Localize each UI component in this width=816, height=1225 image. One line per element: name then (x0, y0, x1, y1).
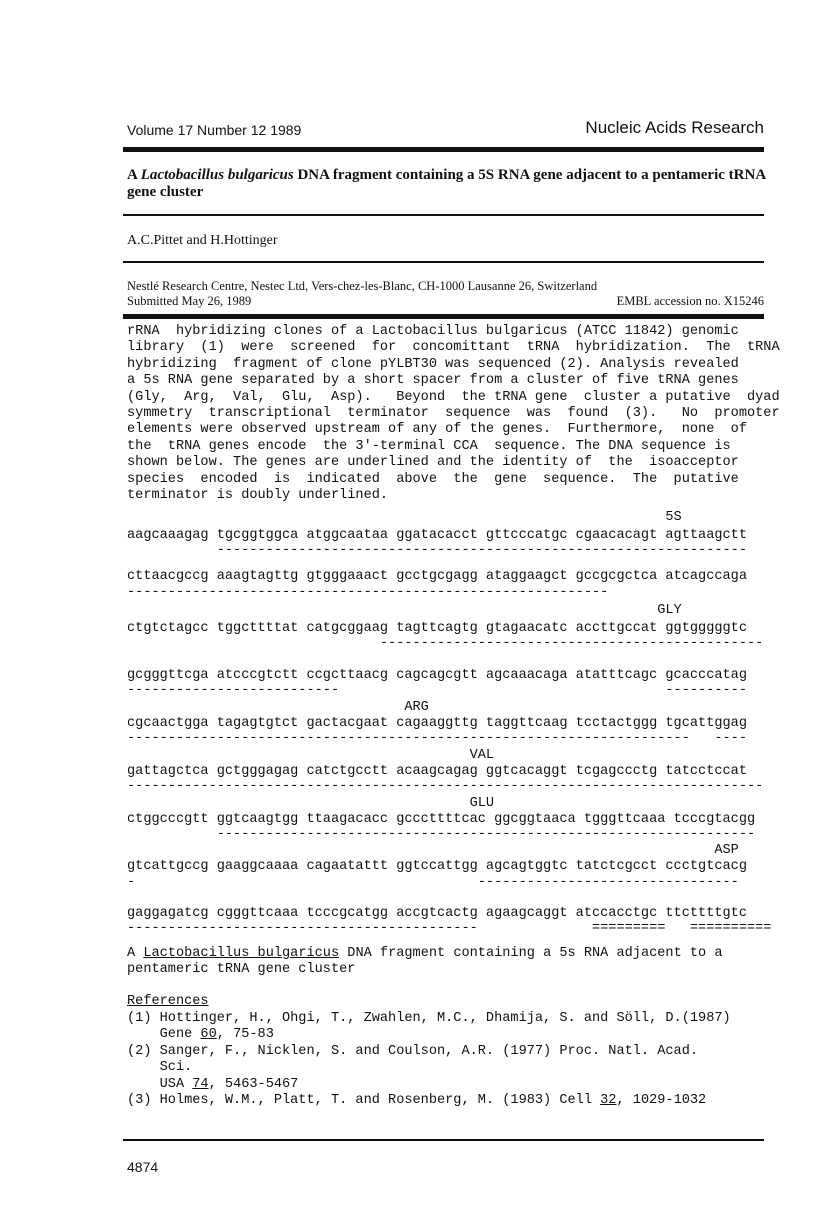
article-title: A Lactobacillus bulgaricus DNA fragment containing a 5S RNA gene adjacent to a pentameric tRNA gene cluster (127, 167, 766, 200)
abstract-line: elements were observed upstream of any of the genes. Furthermore, none of (127, 422, 747, 438)
reference-item: (3) Holmes, W.M., Platt, T. and Rosenberg, M. (1983) Cell 32, 1029-1032 (127, 1093, 707, 1108)
gene-label-gly: GLY (127, 603, 682, 618)
page-number: 4874 (127, 1159, 159, 1175)
gene-underline: ----------------------------------------------- (127, 636, 764, 651)
sequence-line: ctgtctagcc tggcttttat catgcggaag tagttcagtg gtagaacatc accttgccat ggtgggggtc (127, 621, 747, 636)
abstract-line: hybridizing fragment of clone pYLBT30 was sequenced (2). Analysis revealed (127, 356, 739, 372)
abstract-line: library (1) were screened for concomittant tRNA hybridization. The tRNA (127, 340, 780, 356)
gene-underline: - -------------------------------- (127, 875, 739, 890)
gene-underline: ----------------------------------------------------------- (127, 585, 609, 600)
authors: A.C.Pittet and H.Hottinger (127, 233, 278, 248)
gene-label-asp: ASP (127, 843, 739, 858)
reference-item: (1) Hottinger, H., Ohgi, T., Zwahlen, M.C., Dhamija, S. and Söll, D.(1987) (127, 1010, 731, 1026)
reference-item-cont: USA 74, 5463-5467 (127, 1076, 299, 1092)
reference-item: (2) Sanger, F., Nicklen, S. and Coulson, A.R. (1977) Proc. Natl. Acad. (127, 1043, 699, 1059)
gene-label-val: VAL (127, 748, 495, 763)
header-rule (123, 147, 764, 152)
references (127, 994, 731, 1110)
abstract-line: a 5s RNA gene separated by a short spacer from a cluster of five tRNA genes (127, 373, 739, 389)
abstract (127, 324, 780, 504)
sequence-line: cgcaactgga tagagtgtct gactacgaat cagaaggttg taggttcaag tcctactggg tgcattggag (127, 716, 747, 731)
volume-info: Volume 17 Number 12 1989 (127, 122, 302, 138)
sequence-line: gcgggttcga atcccgtctt ccgcttaacg cagcagcgtt agcaaacaga atatttcagc gcacccatag (127, 668, 747, 683)
gene-underline: --------------------------------------------------------------------- ---- (127, 731, 747, 746)
abstract-line: the tRNA genes encode the 3'-terminal CCA sequence. The DNA sequence is (127, 438, 731, 454)
sequence-line: gattagctca gctgggagag catctgcctt acaagcagag ggtcacaggt tcgagccctg tatcctccat (127, 764, 747, 779)
reference-item-cont: Sci. (127, 1060, 193, 1075)
affiliation: Nestlé Research Centre, Nestec Ltd, Vers-chez-les-Blanc, CH-1000 Lausanne 26, Switzerland (127, 279, 598, 293)
gene-underline: ----------------------------------------------------------------- (127, 543, 747, 558)
gene-label-5s: 5S (127, 510, 682, 525)
footer-rule (123, 1139, 764, 1141)
abstract-line: (Gly, Arg, Val, Glu, Asp). Beyond the tRNA gene cluster a putative dyad (127, 389, 780, 405)
sequence-line: gtcattgccg gaaggcaaaa cagaatattt ggtccattgg agcagtggtc tatctcgcct ccctgtcacg (127, 859, 747, 874)
gene-underline: -------------------------- ---------- (127, 683, 747, 698)
gene-underline: ------------------------------------------------------------------ (127, 827, 756, 842)
abstract-rule (123, 314, 764, 319)
abstract-line: symmetry transcriptional terminator sequence was found (3). No promoter (127, 406, 780, 422)
abstract-line: shown below. The genes are underlined and the identity of the isoacceptor (127, 455, 739, 471)
journal-name: Nucleic Acids Research (585, 118, 764, 137)
authors-rule (123, 261, 764, 263)
references-heading: References (127, 994, 209, 1009)
submitted-date: Submitted May 26, 1989 (127, 294, 252, 308)
accession-number: EMBL accession no. X15246 (616, 294, 764, 308)
reference-item-cont: Gene 60, 75-83 (127, 1027, 274, 1042)
gene-label-glu: GLU (127, 796, 495, 811)
abstract-line: terminator is doubly underlined. (127, 488, 389, 504)
sequence-line: aagcaaagag tgcggtggca atggcaataa ggatacacct gttcccatgc cgaacacagt agttaagctt (127, 528, 747, 543)
gene-underline: ------------------------------------------------------------------------------ (127, 779, 764, 794)
title-rule (123, 214, 764, 216)
abstract-line: species encoded is indicated above the gene sequence. The putative (127, 471, 739, 487)
sequence-line: gaggagatcg cgggttcaaa tcccgcatgg accgtcactg agaagcaggt atccacctgc ttcttttgtc (127, 906, 747, 921)
gene-label-arg: ARG (127, 700, 429, 715)
sequence-line: cttaacgccg aaagtagttg gtgggaaact gcctgcgagg ataggaagct gccgcgctca atcagccaga (127, 569, 747, 584)
sequence-line: ctggcccgtt ggtcaagtgg ttaagacacc gcccttttcac ggcggtaaca tgggttcaaa tcccgtacgg (127, 812, 756, 827)
terminator-underline: ------------------------------------------- ========= ========== (127, 921, 772, 936)
figure-caption: A Lactobacillus bulgaricus DNA fragment containing a 5s RNA adjacent to a pentameric tRNA gene cluster (127, 946, 723, 977)
abstract-line: rRNA hybridizing clones of a Lactobacillus bulgaricus (ATCC 11842) genomic (127, 324, 739, 339)
